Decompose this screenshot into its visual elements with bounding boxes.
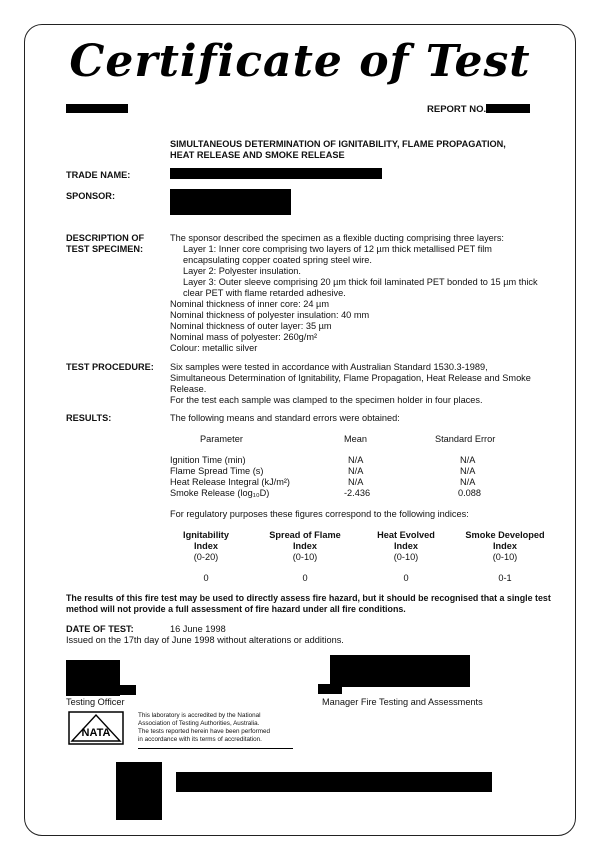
redacted-manager-signature — [330, 655, 470, 687]
testing-officer-label: Testing Officer — [66, 697, 125, 707]
table-cell-se: N/A — [460, 477, 476, 487]
table-cell-mean: N/A — [348, 455, 364, 465]
index-range: (0-10) — [393, 552, 419, 562]
redacted-officer-signature — [66, 660, 120, 696]
description-line: clear PET with flame retarded adhesive. — [183, 288, 346, 298]
index-name-suffix: Index — [493, 541, 517, 551]
description-line: Nominal mass of polyester: 260g/m² — [170, 332, 318, 342]
heading-line-1: SIMULTANEOUS DETERMINATION OF IGNITABILITY, FLAME PROPAGATION, — [170, 139, 506, 149]
redacted-block — [66, 104, 128, 113]
regulatory-intro: For regulatory purposes these figures correspond to the following indices: — [170, 509, 469, 519]
redacted-footer-logo — [116, 762, 162, 820]
index-range: (0-20) — [193, 552, 219, 562]
results-intro: The following means and standard errors were obtained: — [170, 413, 400, 423]
description-line: Layer 2: Polyester insulation. — [183, 266, 301, 276]
index-value: 0 — [203, 573, 209, 583]
description-label-2: TEST SPECIMEN: — [66, 244, 144, 254]
index-name-suffix: Index — [194, 541, 218, 551]
index-name: Smoke Developed — [465, 530, 545, 540]
manager-label: Manager Fire Testing and Assessments — [322, 697, 483, 707]
index-name: Spread of Flame — [269, 530, 341, 540]
description-line: encapsulating copper coated spring steel wire. — [183, 255, 372, 265]
redacted-report-number — [486, 104, 530, 113]
table-header-standard-error: Standard Error — [435, 434, 496, 444]
redacted-sponsor — [170, 189, 291, 215]
table-cell-mean: N/A — [348, 477, 364, 487]
description-label-1: DESCRIPTION OF — [66, 233, 145, 243]
accreditation-line: The tests reported herein have been performed — [138, 728, 270, 735]
index-name-suffix: Index — [293, 541, 317, 551]
procedure-line: Release. — [170, 384, 207, 394]
index-value: 0-1 — [498, 573, 512, 583]
index-name-suffix: Index — [394, 541, 418, 551]
date-of-test-label: DATE OF TEST: — [66, 624, 134, 634]
description-line: Nominal thickness of polyester insulation: 40 mm — [170, 310, 370, 320]
index-range: (0-10) — [292, 552, 318, 562]
description-line: Nominal thickness of inner core: 24 µm — [170, 299, 329, 309]
index-value: 0 — [302, 573, 308, 583]
report-number-label: REPORT NO. — [427, 104, 487, 115]
description-line: Colour: metallic silver — [170, 343, 258, 353]
redacted-manager-name — [318, 684, 342, 694]
date-of-test-value: 16 June 1998 — [170, 624, 226, 634]
description-line: The sponsor described the specimen as a flexible ducting comprising three layers: — [170, 233, 504, 243]
disclaimer-line: method will not provide a full assessment of fire hazard under all fire conditions. — [66, 604, 406, 614]
table-cell-mean: -2.436 — [344, 488, 371, 498]
index-value: 0 — [403, 573, 409, 583]
description-line: Layer 3: Outer sleeve comprising 20 µm thick foil laminated PET bonded to 15 µm thick — [183, 277, 538, 287]
accreditation-line: This laboratory is accredited by the National — [138, 712, 261, 719]
description-line: Nominal thickness of outer layer: 35 µm — [170, 321, 332, 331]
accreditation-rule — [138, 748, 293, 749]
description-line: Layer 1: Inner core comprising two layers of 12 µm thick metallised PET film — [183, 244, 492, 254]
table-cell-mean: N/A — [348, 466, 364, 476]
accreditation-line: in accordance with its terms of accreditation. — [138, 736, 262, 743]
disclaimer-line: The results of this fire test may be used to directly assess fire hazard, but it should be recognised that a single test — [66, 593, 551, 603]
nata-logo-icon — [68, 711, 124, 745]
table-cell-parameter: Flame Spread Time (s) — [170, 466, 264, 476]
accreditation-line: Association of Testing Authorities, Australia. — [138, 720, 260, 727]
heading-line-2: HEAT RELEASE AND SMOKE RELEASE — [170, 150, 345, 160]
table-cell-se: 0.088 — [458, 488, 481, 498]
trade-name-label: TRADE NAME: — [66, 170, 131, 180]
index-name: Ignitability — [183, 530, 229, 540]
table-cell-parameter: Heat Release Integral (kJ/m²) — [170, 477, 290, 487]
index-name: Heat Evolved — [377, 530, 435, 540]
sponsor-label: SPONSOR: — [66, 191, 116, 201]
index-range: (0-10) — [492, 552, 518, 562]
table-header-parameter: Parameter — [200, 434, 243, 444]
issued-line: Issued on the 17th day of June 1998 without alterations or additions. — [66, 635, 344, 645]
table-cell-se: N/A — [460, 455, 476, 465]
certificate-title: Certificate of Test — [69, 36, 531, 87]
table-cell-parameter: Ignition Time (min) — [170, 455, 246, 465]
redacted-trade-name — [170, 168, 382, 179]
table-header-mean: Mean — [344, 434, 367, 444]
nata-logo-text: NATA — [81, 727, 111, 739]
redacted-footer-address — [176, 772, 492, 792]
redacted-officer-name — [118, 685, 136, 695]
procedure-line: For the test each sample was clamped to the specimen holder in four places. — [170, 395, 483, 405]
table-cell-se: N/A — [460, 466, 476, 476]
results-label: RESULTS: — [66, 413, 112, 423]
procedure-line: Simultaneous Determination of Ignitability, Flame Propagation, Heat Release and Smoke — [170, 373, 531, 383]
procedure-line: Six samples were tested in accordance with Australian Standard 1530.3-1989, — [170, 362, 488, 372]
table-cell-parameter: Smoke Release (log₁₀D) — [170, 488, 270, 498]
procedure-label: TEST PROCEDURE: — [66, 362, 154, 372]
